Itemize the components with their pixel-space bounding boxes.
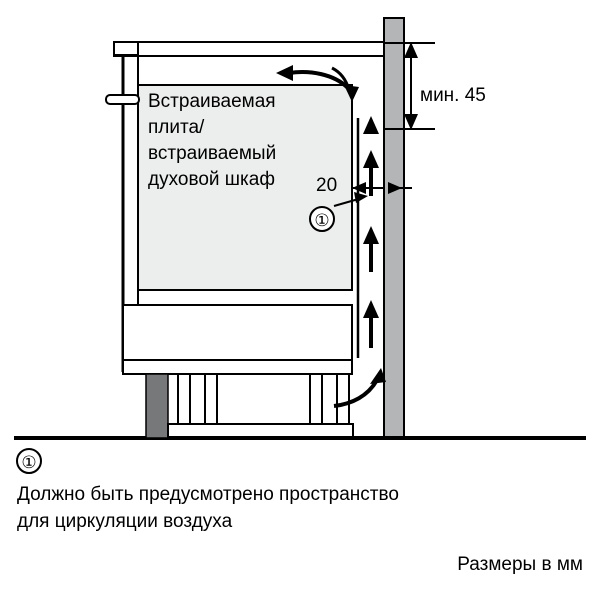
- appliance-label-line-3: встраиваемый: [148, 143, 277, 164]
- airflow-arrow-1: [363, 300, 379, 348]
- callout-number: ①: [314, 211, 330, 230]
- min-gap-arrow-bottom: [404, 114, 418, 130]
- min-gap-label: мин. 45: [420, 85, 486, 106]
- airflow-arrow-4: [363, 116, 379, 134]
- dark-support-block: [146, 374, 168, 438]
- units-label: Размеры в мм: [457, 554, 583, 575]
- cabinet-base-rail: [123, 360, 352, 374]
- worktop-slab: [114, 42, 384, 56]
- appliance-label-line-1: Встраиваемая: [148, 91, 276, 112]
- min-gap-arrow-top: [404, 42, 418, 58]
- depth-label: 20: [316, 175, 338, 196]
- appliance-handle: [106, 95, 139, 104]
- worktop-lip: [114, 42, 138, 55]
- plinth-bar: [168, 424, 353, 437]
- note-marker: ①: [21, 453, 37, 472]
- note-line-1: Должно быть предусмотрено пространство: [17, 484, 399, 505]
- lower-drawer: [123, 305, 352, 360]
- note-line-2: для циркуляции воздуха: [17, 511, 233, 532]
- appliance-label-line-2: плита/: [148, 117, 205, 138]
- appliance-label-line-4: духовой шкаф: [148, 169, 275, 190]
- wall-shape: [384, 18, 404, 438]
- airflow-arrow-2: [363, 226, 379, 272]
